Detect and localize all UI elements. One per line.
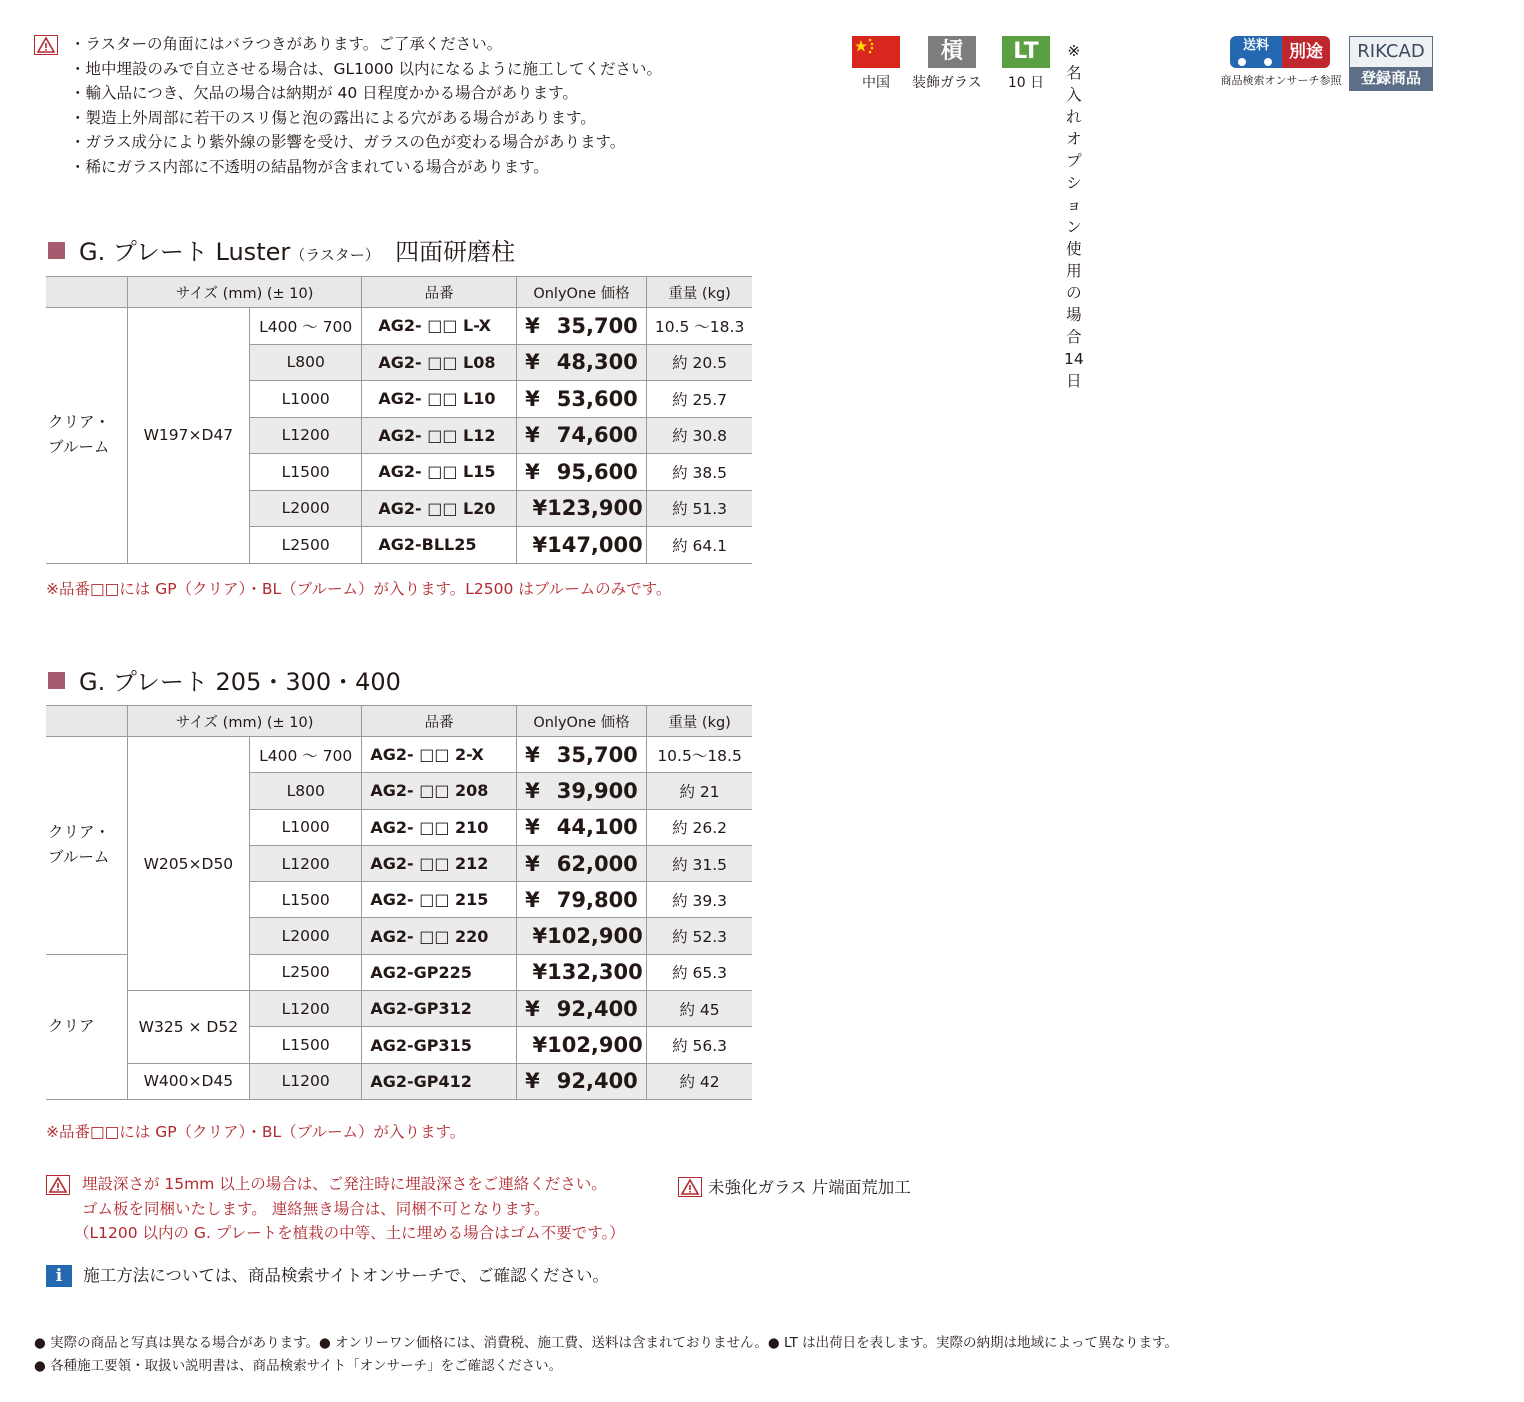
section1-note: ※品番□□には GP（クリア）・BL（ブルーム）が入ります。L2500 はブルームのみです。	[46, 580, 672, 598]
table-header-row	[46, 706, 752, 737]
lt-icon: LT	[1002, 36, 1050, 68]
yen-mark: ¥	[525, 350, 540, 375]
section2-table	[46, 705, 752, 1100]
rikcad-label: RIKCAD	[1350, 37, 1432, 67]
code-cell: AG2-BLL25	[362, 527, 516, 564]
material-caption: 装飾ガラス	[912, 75, 982, 91]
lt-caption: 10 日	[1007, 75, 1045, 91]
section1-title	[48, 232, 515, 267]
price-cell	[516, 417, 646, 454]
yen-mark: ¥	[525, 778, 540, 803]
code-cell: AG2- □□ 215	[362, 882, 516, 918]
table-row	[46, 737, 752, 773]
weight-cell: 約 30.8	[647, 417, 752, 454]
weight-cell: 約 51.3	[647, 490, 752, 527]
table-row	[46, 308, 752, 345]
header-code: 品番	[362, 277, 516, 308]
caution-line-2: ゴム板を同梱いたします。 連絡無き場合は、同梱不可となります。	[82, 1199, 550, 1218]
name-option-line2: 使用の場合 14 日	[1064, 240, 1084, 390]
note-text: ・輸入品につき、欠品の場合は納期が 40 日程度かかる場合があります。	[70, 84, 578, 103]
price-cell	[516, 882, 646, 918]
weight-cell: 10.5～18.5	[647, 737, 752, 773]
yen-mark: ¥	[525, 386, 540, 411]
yen-mark: ¥	[525, 423, 540, 448]
size-cell: W400×D45	[127, 1063, 249, 1099]
section1-title-small: （ラスター）	[290, 246, 380, 264]
code-cell: AG2-GP312	[362, 991, 516, 1027]
price-cell	[516, 991, 646, 1027]
price-value: 53,600	[556, 386, 638, 411]
note-text: ・ガラス成分により紫外線の影響を受け、ガラスの色が変わる場合があります。	[70, 133, 626, 152]
warning-notes	[34, 32, 662, 180]
note-text: ・ラスターの角面にはバラつきがあります。ご了承ください。	[70, 35, 503, 53]
info-note	[46, 1262, 609, 1287]
group-label: クリア	[46, 954, 127, 1099]
rikcad-caption: 登録商品	[1350, 67, 1432, 90]
table-header-row	[46, 277, 752, 308]
length-cell: L2500	[250, 527, 362, 564]
code-cell: AG2-GP225	[362, 954, 516, 990]
weight-cell: 約 39.3	[647, 882, 752, 918]
glass-caution	[678, 1174, 911, 1198]
section2-title-main: G. プレート 205・300・400	[79, 668, 401, 696]
price-value: 62,000	[556, 851, 638, 876]
price-cell	[516, 308, 646, 345]
length-cell: L1500	[250, 454, 362, 491]
length-cell: L1200	[250, 417, 362, 454]
length-cell: L1200	[250, 991, 362, 1027]
header-size: サイズ (mm) (± 10)	[127, 277, 362, 308]
note-row	[34, 81, 662, 106]
bottom-note-2: ● 各種施工要領・取扱い説明書は、商品検索サイト「オンサーチ」をご確認ください。	[34, 1358, 563, 1374]
lead-time-badge	[1002, 36, 1050, 92]
warning-icon	[46, 1175, 70, 1195]
length-cell: L1500	[250, 1027, 362, 1063]
note-row	[34, 155, 662, 180]
yen-mark: ¥	[525, 313, 540, 338]
price-value: 92,400	[556, 1069, 638, 1094]
info-text: 施工方法については、商品検索サイトオンサーチで、ご確認ください。	[83, 1266, 609, 1285]
weight-cell: 約 21	[647, 773, 752, 809]
section1-title-suffix: 四面研磨柱	[395, 238, 516, 266]
code-cell: AG2- □□ L08	[362, 344, 516, 381]
size-cell: W325 × D52	[127, 991, 249, 1064]
price-value: 39,900	[556, 778, 638, 803]
weight-cell: 約 45	[647, 991, 752, 1027]
price-cell	[516, 918, 646, 954]
caution-line-1: 埋設深さが 15mm 以上の場合は、ご発注時に埋設深さをご連絡ください。	[82, 1175, 607, 1193]
code-cell: AG2- □□ L-X	[362, 308, 516, 345]
price-cell	[516, 527, 646, 564]
rikcad-badge	[1349, 36, 1433, 91]
price-value: 95,600	[556, 459, 638, 484]
info-icon: i	[46, 1265, 72, 1287]
shipping-truck-icon	[1230, 36, 1330, 68]
header-blank	[46, 706, 127, 737]
origin-caption: 中国	[862, 75, 890, 91]
glass-material-icon: 槓	[928, 36, 976, 68]
caution-line-3: （L1200 以内の G. プレートを植栽の中等、土に埋める場合はゴム不要です。）	[74, 1224, 625, 1242]
price-value: 92,400	[556, 996, 638, 1021]
warning-icon	[678, 1177, 702, 1197]
weight-cell: 約 65.3	[647, 954, 752, 990]
price-value: 35,700	[556, 742, 638, 767]
price-cell	[516, 954, 646, 990]
title-square-icon	[48, 242, 65, 259]
weight-cell: 約 20.5	[647, 344, 752, 381]
size-cell: W205×D50	[127, 737, 249, 991]
price-value: 74,600	[556, 423, 638, 448]
yen-mark: ¥	[525, 851, 540, 876]
price-value: 79,800	[556, 887, 638, 912]
price-cell	[516, 845, 646, 881]
weight-cell: 約 26.2	[647, 809, 752, 845]
price-cell	[516, 490, 646, 527]
price-cell	[516, 1027, 646, 1063]
weight-cell: 約 31.5	[647, 845, 752, 881]
note-row	[34, 130, 662, 155]
length-cell: L1200	[250, 1063, 362, 1099]
note-row	[34, 106, 662, 131]
length-cell: L1200	[250, 845, 362, 881]
code-cell: AG2- □□ L10	[362, 381, 516, 418]
name-option-line1: ※名入れオプション	[1066, 42, 1082, 236]
header-size: サイズ (mm) (± 10)	[127, 706, 362, 737]
note-text: ・地中埋設のみで自立させる場合は、GL1000 以内になるように施工してください。	[70, 59, 663, 78]
code-cell: AG2- □□ 2-X	[362, 737, 516, 773]
price-cell	[516, 773, 646, 809]
shipping-label-2: 別途	[1282, 36, 1330, 68]
group-label: クリア・ ブルーム	[46, 308, 127, 564]
yen-mark: ¥	[525, 742, 540, 767]
length-cell: L400 ～ 700	[250, 308, 362, 345]
weight-cell: 約 38.5	[647, 454, 752, 491]
price-cell	[516, 1063, 646, 1099]
yen-mark: ¥	[525, 1069, 540, 1094]
length-cell: L1000	[250, 381, 362, 418]
table-row	[46, 1063, 752, 1099]
shipping-badge	[1222, 36, 1342, 88]
group-label: クリア・ ブルーム	[46, 737, 127, 955]
header-weight: 重量 (kg)	[647, 277, 752, 308]
shipping-caption: 商品検索オンサーチ参照	[1220, 74, 1342, 87]
weight-cell: 約 42	[647, 1063, 752, 1099]
shipping-label-1: 送料	[1230, 36, 1282, 68]
code-cell: AG2- □□ L15	[362, 454, 516, 491]
weight-cell: 約 64.1	[647, 527, 752, 564]
yen-mark: ¥	[525, 459, 540, 484]
note-text: ・稀にガラス内部に不透明の結晶物が含まれている場合があります。	[70, 157, 549, 176]
section1-table	[46, 276, 752, 564]
yen-mark: ¥	[525, 815, 540, 840]
origin-badge	[852, 36, 900, 92]
length-cell: L1500	[250, 882, 362, 918]
material-badge	[912, 36, 982, 92]
length-cell: L2500	[250, 954, 362, 990]
price-value: ¥123,900	[532, 496, 643, 521]
price-cell	[516, 344, 646, 381]
yen-mark: ¥	[525, 996, 540, 1021]
section2-note: ※品番□□には GP（クリア）・BL（ブルーム）が入ります。	[46, 1123, 466, 1141]
weight-cell: 約 56.3	[647, 1027, 752, 1063]
price-value: 44,100	[556, 815, 638, 840]
header-price: OnlyOne 価格	[516, 706, 646, 737]
length-cell: L800	[250, 773, 362, 809]
price-cell	[516, 737, 646, 773]
bottom-note-1: ● 実際の商品と写真は異なる場合があります。● オンリーワン価格には、消費税、施工費、送料は含まれておりません。● LT は出荷日を表します。実際の納期は地域によって異なります。	[34, 1335, 1178, 1351]
length-cell: L800	[250, 344, 362, 381]
price-cell	[516, 809, 646, 845]
header-weight: 重量 (kg)	[647, 706, 752, 737]
section2-title	[48, 662, 401, 697]
burial-caution	[46, 1172, 625, 1246]
code-cell: AG2- □□ 210	[362, 809, 516, 845]
size-cell: W197×D47	[127, 308, 249, 564]
header-code: 品番	[362, 706, 516, 737]
title-square-icon	[48, 672, 65, 689]
header-price: OnlyOne 価格	[516, 277, 646, 308]
price-value: 48,300	[556, 350, 638, 375]
weight-cell: 10.5 ～18.3	[647, 308, 752, 345]
section1-title-main: G. プレート Luster	[79, 238, 291, 266]
code-cell: AG2-GP315	[362, 1027, 516, 1063]
header-blank	[46, 277, 127, 308]
note-row	[34, 32, 662, 57]
price-value: ¥102,900	[532, 924, 643, 949]
weight-cell: 約 25.7	[647, 381, 752, 418]
price-value: 35,700	[556, 313, 638, 338]
note-text: ・製造上外周部に若干のスリ傷と泡の露出による穴がある場合があります。	[70, 108, 596, 127]
price-value: ¥147,000	[532, 532, 643, 557]
length-cell: L2000	[250, 490, 362, 527]
length-cell: L1000	[250, 809, 362, 845]
yen-mark: ¥	[525, 887, 540, 912]
price-value: ¥102,900	[532, 1033, 643, 1058]
price-cell	[516, 381, 646, 418]
code-cell: AG2-GP412	[362, 1063, 516, 1099]
code-cell: AG2- □□ L20	[362, 490, 516, 527]
price-cell	[516, 454, 646, 491]
warning-icon	[34, 35, 58, 55]
glass-caution-text: 未強化ガラス 片端面荒加工	[708, 1178, 911, 1197]
weight-cell: 約 52.3	[647, 918, 752, 954]
price-value: ¥132,300	[532, 960, 643, 985]
table-row	[46, 991, 752, 1027]
code-cell: AG2- □□ 220	[362, 918, 516, 954]
code-cell: AG2- □□ L12	[362, 417, 516, 454]
name-option-note	[1064, 40, 1084, 392]
length-cell: L2000	[250, 918, 362, 954]
note-row	[34, 57, 662, 82]
code-cell: AG2- □□ 208	[362, 773, 516, 809]
china-flag-icon	[852, 36, 900, 68]
code-cell: AG2- □□ 212	[362, 845, 516, 881]
length-cell: L400 ～ 700	[250, 737, 362, 773]
